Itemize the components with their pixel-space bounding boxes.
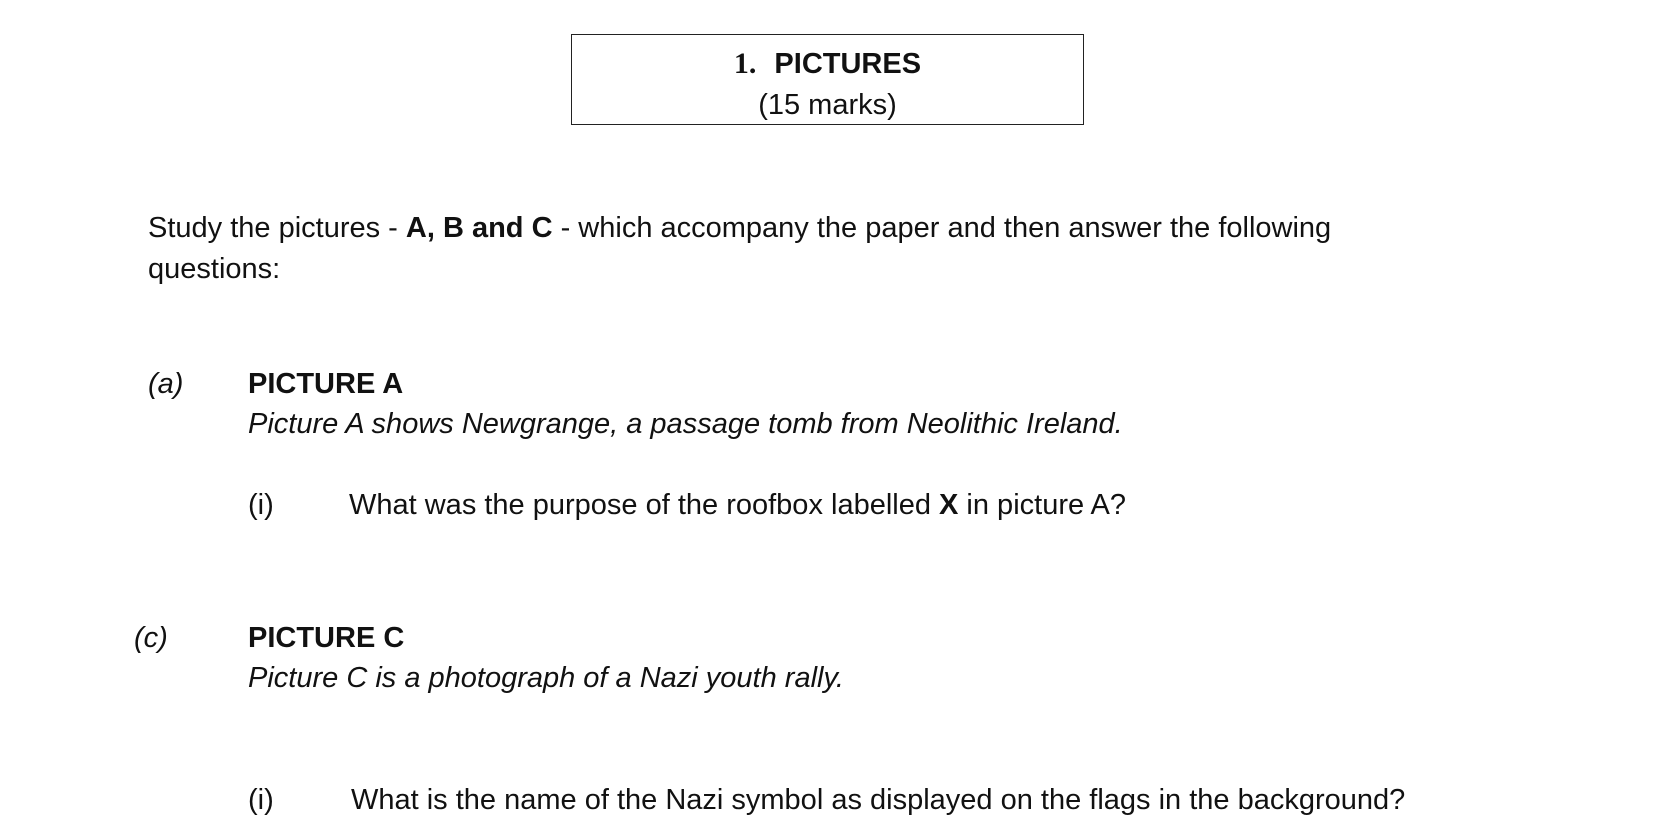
section-label-a: (a): [148, 368, 184, 400]
question-text-a-i: [349, 485, 1126, 525]
question-a-i-bold-label: X: [939, 489, 959, 521]
question-number-c-i: (i): [248, 784, 274, 816]
section-description-c: Picture C is a photograph of a Nazi youth rally.: [248, 662, 844, 694]
question-a-i-text-start: What was the purpose of the roofbox labelled: [349, 489, 940, 521]
instructions-text-end: - which accompany the paper and then answer the following questions:: [148, 212, 1332, 285]
section-label-c: (c): [134, 622, 168, 654]
section-heading-a: PICTURE A: [248, 368, 404, 400]
instructions-text-start: Study the pictures -: [148, 212, 406, 244]
section-heading-c: PICTURE C: [248, 622, 405, 654]
question-text-c-i: What is the name of the Nazi symbol as displayed on the flags in the background?: [351, 784, 1406, 816]
section-number: 1.: [733, 47, 757, 80]
section-title-box: [571, 34, 1084, 125]
section-description-a: Picture A shows Newgrange, a passage tomb from Neolithic Ireland.: [248, 408, 1123, 440]
section-marks: (15 marks): [758, 89, 897, 121]
instructions-paragraph: [148, 208, 1448, 290]
section-title: [572, 44, 1083, 84]
question-a-i-text-end: in picture A?: [958, 489, 1127, 521]
instructions-bold-pictures: A, B and C: [405, 212, 553, 244]
question-number-a-i: (i): [248, 489, 274, 521]
section-title-text: PICTURES: [774, 48, 922, 80]
